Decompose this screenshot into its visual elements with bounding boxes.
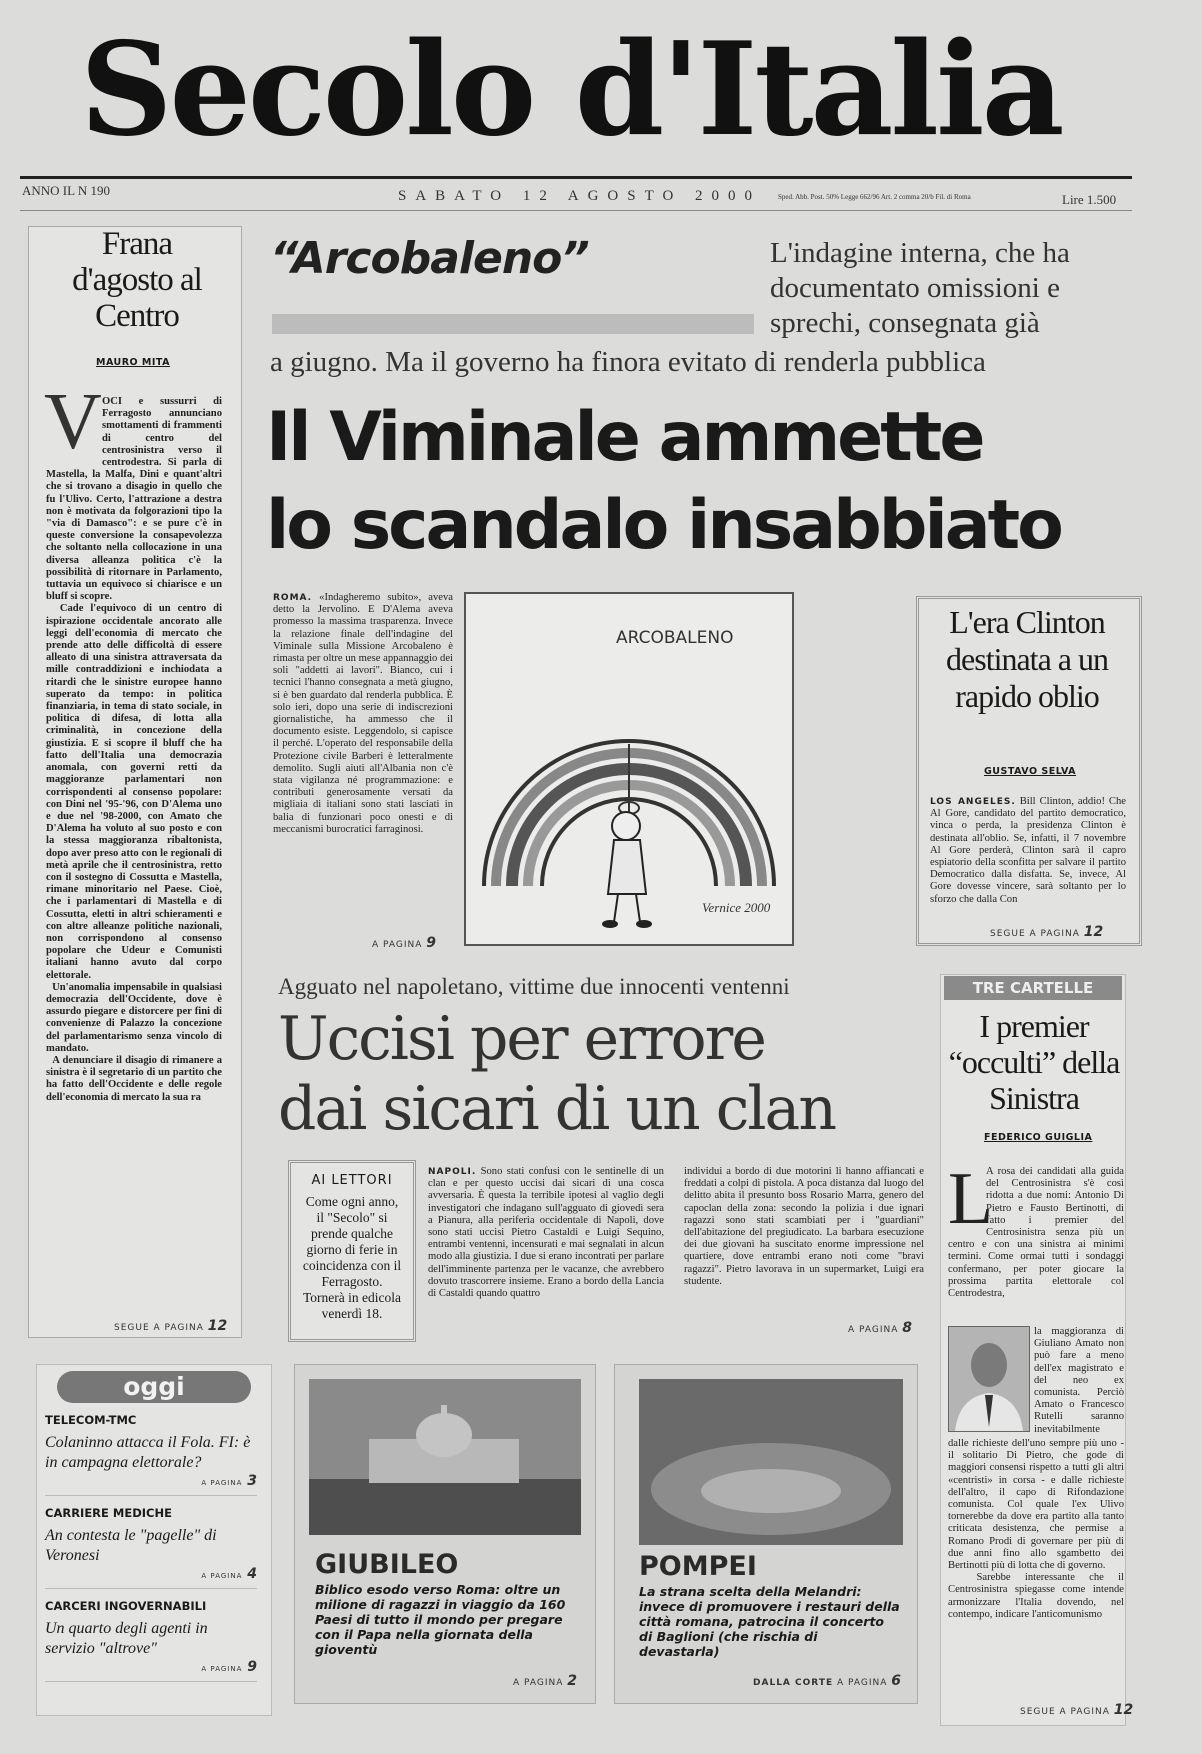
pompei-photo bbox=[639, 1379, 903, 1545]
postal-info: Sped. Abb. Post. 50% Legge 662/96 Art. 2 comma 20/b Fil. di Roma bbox=[778, 193, 971, 201]
oggi-items bbox=[37, 1413, 271, 1682]
oggi-item-page: A PAGINA 3 bbox=[201, 1473, 257, 1489]
tre-cartelle-beside-photo: la maggioranza di Giuliano Amato non può fare a meno dell'ex magistrato e del neo ex comunista. Perciò Amato o Francesco Rutelli saranno inevitabilmente bbox=[1034, 1326, 1124, 1435]
lead-headline-2: lo scandalo insabbiato bbox=[266, 486, 1061, 565]
oggi-item-page: A PAGINA 4 bbox=[201, 1566, 257, 1582]
cartoon-signature: Vernice 2000 bbox=[702, 900, 771, 915]
left-column-author: MAURO MITA bbox=[96, 357, 171, 368]
lead-deck-2: a giugno. Ma il governo ha finora evitato di renderla pubblica bbox=[270, 346, 986, 378]
giubileo-title: GIUBILEO bbox=[315, 1549, 459, 1580]
second-headline-1: Uccisi per errore bbox=[278, 1004, 765, 1074]
clinton-title: L'era Clinton destinata a un rapido oblio bbox=[946, 604, 1108, 714]
oggi-item bbox=[45, 1506, 257, 1589]
left-column-lead: OCI e sussurri di Ferragosto annunciano smottamenti di frammenti di centro del centrosinistra verso il centrodestra. Si parla di Mastella, la Malfa, Dini e quant'altri che si trovano a disagio in quello che fu l'Ulivo. Certo, l'attrazione a destra non è motivata da folgorazioni tipo la "via di Damasco": e se pure c'è in queste conversione la consapevolezza che soltanto nella collocazione in una diversa alleanza politica c'è la possibilità di ritornare in Parlamento, tuttavia un equivoco si chiarisce e un bluff si scopre. bbox=[46, 396, 222, 603]
oggi-item bbox=[45, 1413, 257, 1496]
left-column-paragraph-2: Un'anomalia impensabile in qualsiasi democrazia dell'Occidente, dove è assurdo piegare e distorcere per fini di convenienze di Palazzo la concezione del parlamentarismo senza vincolo di mandato. bbox=[46, 981, 222, 1054]
lead-continue: A PAGINA 9 bbox=[372, 935, 437, 951]
tre-cartelle-lead: A rosa dei candidati alla guida del Centrosinistra s'è così ridotta a due nomi: Antonio Di Pietro e Fausto Bertinotti, di fatto i premier del Centrosinistra senza più un centro e con una sinistra ai minimi termini. Come ormai tutti i sondaggi confermano, per poter giocare la prossima partita elettorale col Centrodestra, bbox=[948, 1166, 1124, 1300]
pompei-box bbox=[614, 1364, 918, 1704]
lettori-title: AI LETTORI bbox=[311, 1173, 393, 1188]
clinton-continue: SEGUE A PAGINA 12 bbox=[990, 924, 1104, 940]
oggi-item-category: TELECOM-TMC bbox=[45, 1413, 137, 1427]
lead-body: ROMA. «Indagheremo subito», aveva detto la Jervolino. E D'Alema aveva promesso la massima trasparenza. Invece la relazione finale dell'indagine del Viminale sulla Missione Arcobaleno è rimasta per oltre un mese appannaggio dei soli "addetti ai lavori". Bianco, cui i tecnici l'hanno consegnata a metà giugno, si è ben guardato dal renderla pubblica. È solo ieri, dopo una serie di indiscrezioni giornalistiche, ha ammesso che il documento esiste. Leggendolo, si capisce il perché. L'operato del responsabile della Protezione civile Barberi è letteralmente demolito. Sugli aiuti all'Albania non c'è stata vigilanza né programmazione: e contributi generosamente versati da migliaia di italiani sono stati lasciati in balia di funzionari poco onesti e di meccanismi burocratici farraginosi. bbox=[273, 592, 453, 835]
cartoon-label: ARCOBALENO bbox=[616, 628, 734, 648]
tre-cartelle-title: I premier “occulti” della Sinistra bbox=[948, 1008, 1120, 1116]
oggi-item-text: Un quarto degli agenti in servizio "altrove" bbox=[45, 1620, 208, 1657]
left-column-dropcap: V bbox=[44, 378, 102, 466]
oggi-item-category: CARRIERE MEDICHE bbox=[45, 1506, 172, 1520]
tre-cartelle-dropcap: L bbox=[948, 1166, 994, 1240]
pompei-text: La strana scelta della Melandri: invece di promuovere i restauri della città romana, patrocina il concerto di Baglioni (che rischia di devastarla) bbox=[639, 1584, 900, 1659]
left-column-paragraph-3: A denunciare il disagio di rimanere a sinistra è il segretario di un partito che ha fatto dell'Occidente e delle regole dell'economia di mercato la sua ra bbox=[46, 1054, 222, 1103]
lettori-body: Come ogni anno, il "Secolo" si prende qualche giorno di ferie in coincidenza con il Ferragosto. Tornerà in edicola venerdì 18. bbox=[302, 1194, 402, 1321]
tre-cartelle-continue: SEGUE A PAGINA 12 bbox=[1020, 1702, 1134, 1718]
giubileo-box bbox=[294, 1364, 596, 1704]
cartoon-frame bbox=[464, 592, 794, 946]
lead-headline-1: Il Viminale ammette bbox=[266, 398, 983, 477]
pompei-continue: DALLA CORTE A PAGINA 6 bbox=[753, 1673, 901, 1689]
oggi-label: oggi bbox=[57, 1371, 251, 1403]
issue-date: SABATO 12 AGOSTO 2000 bbox=[398, 188, 762, 204]
issue-number: ANNO IL N 190 bbox=[22, 183, 110, 198]
oggi-item-text: An contesta le "pagelle" di Veronesi bbox=[45, 1527, 217, 1564]
tre-cartelle-label: TRE CARTELLE bbox=[944, 976, 1122, 1000]
giubileo-photo bbox=[309, 1379, 581, 1535]
oggi-box bbox=[36, 1364, 272, 1716]
masthead-title: Secolo d'Italia bbox=[80, 15, 1062, 165]
tre-cartelle-body: dalle richieste dell'uno sempre più uno - il solitario Di Pietro, che gode di maggiori consensi rispetto a tutti gli altri «centristi» in corsa - e dalle richieste dell'altro, il capo di Rifondazione comunista. Col quale l'ex Ulivo tornerebbe da dove era partito alla tanto criticata desistenza, che permise a Romano Prodi di governare per più di due anni fino allo sgambetto dei Bertinotti più di lotta che di governo. Sarebbe interessante che il Centrosinistra spiegasse come intende armonizzare l'Italia dovendo, nel contempo, indicare l'anticomunismo bbox=[948, 1438, 1124, 1620]
left-column-body bbox=[46, 396, 222, 1326]
giubileo-continue: A PAGINA 2 bbox=[512, 1673, 577, 1689]
issue-price: Lire 1.500 bbox=[1062, 192, 1117, 207]
lead-deck: L'indagine interna, che ha documentato omissioni e sprechi, consegnata già bbox=[770, 237, 1070, 339]
tre-cartelle-author: FEDERICO GUIGLIA bbox=[984, 1132, 1093, 1143]
lettori-box bbox=[288, 1160, 416, 1342]
clinton-author: GUSTAVO SELVA bbox=[984, 766, 1077, 777]
clinton-body: LOS ANGELES. Bill Clinton, addio! Che Al Gore, candidato del partito democratico, vinca o perda, la presidenza Clinton è destinata all'oblio. Se, infatti, il 7 novembre Al Gore perderà, Clinton sarà il capro espiatorio della sconfitta per salvare il partito Democratico dalla disfatta. Se, invece, Al Gore dovesse vincere, sarà soltanto per lo sforzo che dalla Con bbox=[930, 796, 1126, 905]
second-body-1: NAPOLI. Sono stati confusi con le sentinelle di un clan e per questo uccisi dai sicari di una cosca avversaria. È questa la terribile ipotesi al vaglio degli investigatori che indagano sull'agguato di giovedì sera a Pianura, alla periferia occidentale di Napoli, dove sono stati uccisi Pietro Castaldi e Luigi Sequino, entrambi ventenni, incensurati e mai segnalati in alcun modo alla giustizia. I due si erano incontrati per parlare dell'imminente partenza per le vacanze, che avrebbero dovuto trascorrere insieme. Erano a bordo della Lancia di Castaldi quando quattro bbox=[428, 1166, 664, 1300]
second-kicker: Agguato nel napoletano, vittime due innocenti ventenni bbox=[278, 974, 790, 999]
dropcap-spacer bbox=[46, 396, 102, 462]
date-rule bbox=[20, 210, 1132, 211]
oggi-item-text: Colaninno attacca il Fola. FI: è in campagna elettorale? bbox=[45, 1434, 251, 1471]
oggi-item-category: CARCERI INGOVERNABILI bbox=[45, 1599, 207, 1613]
second-continue: A PAGINA 8 bbox=[848, 1320, 913, 1336]
oggi-item-page: A PAGINA 9 bbox=[201, 1659, 257, 1675]
left-column-paragraph-1: Cade l'equivoco di un centro di ispirazione occidentale ancorato alle leggi dell'economia di mercato che prende atto delle difficoltà di essere alleato di una sinistra attraversata da mille contraddizioni e inchiodata a ritardi che le sinistre europee hanno superato da tempo: in politica finanziaria, in tema di stato sociale, in politica di difesa, di lotta alla criminalità, in concezione della giustizia. E si scopre il bluff che ha fatto dell'Italia una democrazia anomala, con governi retti da maggioranze parlamentari non corrispondenti al consenso popolare: con Dini nel '95-'96, con D'Alema uno e due nel '98-2000, con Amato che D'Alema ha voluto al suo posto e con la stessa maggioranza ribaltonista, dopo aver preso atto con le regionali di metà aprile che il centrosinistra, retto con il sostegno di Cossutta e Mastella, rimane minoritario nel Paese. Cioè, che i parlamentari di Mastella e di Cossutta, eletti in altri schieramenti e con altre alleanze politiche nazionali, non corrispondono al consenso popolare che Udeur e Comunisti italiani hanno avuto dal corpo elettorale. bbox=[46, 603, 222, 981]
amphitheater-icon bbox=[639, 1379, 903, 1545]
giubileo-text: Biblico esodo verso Roma: oltre un milione di ragazzi in viaggio da 160 Paesi di tutto il mondo per pregare con il Papa nella giornata della gioventù bbox=[315, 1582, 566, 1657]
kicker-gray-bar bbox=[272, 314, 754, 334]
portrait-icon bbox=[949, 1327, 1029, 1431]
author-photo bbox=[948, 1326, 1030, 1432]
second-headline-2: dai sicari di un clan bbox=[278, 1074, 835, 1144]
pompei-title: POMPEI bbox=[639, 1551, 757, 1582]
left-column-title: Frana d'agosto al Centro bbox=[72, 226, 202, 334]
oggi-item bbox=[45, 1599, 257, 1682]
lead-kicker-word: “Arcobaleno” bbox=[270, 233, 589, 284]
st-peters-icon bbox=[309, 1379, 581, 1535]
second-body-2: individui a bordo di due motorini li hanno affiancati e freddati a colpi di pistola. A poca distanza dal luogo del delitto abita il presunto boss Rosario Marra, genero del capoclan della zona: secondo la polizia i due ignari ragazzi sono stati scambiati per i "guardiani" dell'abitazione del pregiudicato. La barbara esecuzione dei due giovani ha suscitato enorme impressione nel quartiere, dove entrambi erano noti come "bravi ragazzi". Pietro lavorava in un supermarket, Luigi era studente. bbox=[684, 1166, 924, 1287]
masthead-rule bbox=[20, 176, 1132, 179]
left-column-continue: SEGUE A PAGINA 12 bbox=[114, 1318, 228, 1334]
